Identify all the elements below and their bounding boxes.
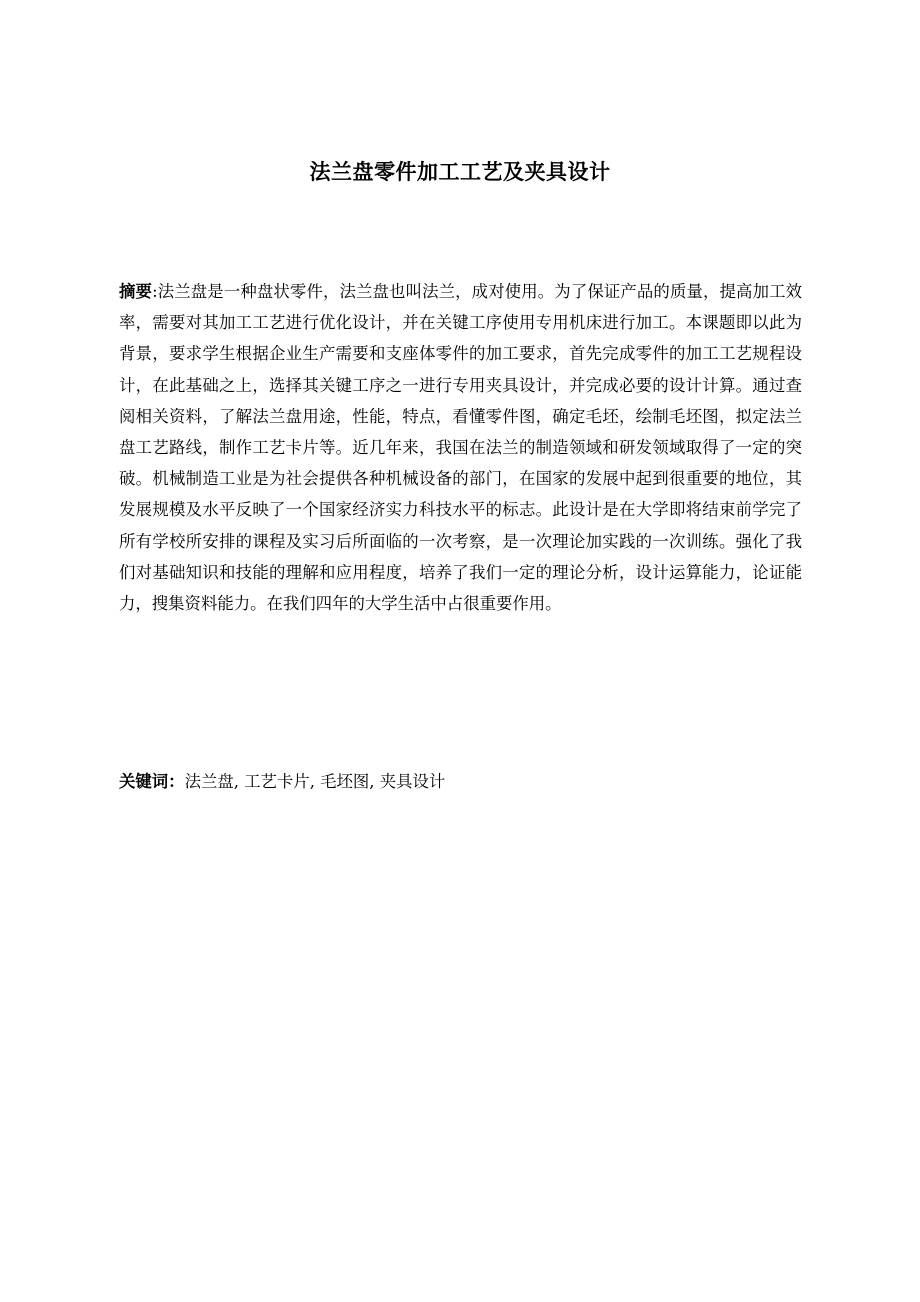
- keywords-line: [119, 766, 802, 797]
- abstract-paragraph: [119, 276, 802, 619]
- abstract-label: 摘要: [119, 282, 153, 301]
- abstract-separator: :: [152, 282, 158, 301]
- document-title: 法兰盘零件加工工艺及夹具设计: [309, 160, 611, 184]
- keywords-label: 关键词：: [119, 772, 185, 791]
- keywords-text: 法兰盘, 工艺卡片, 毛坯图, 夹具设计: [184, 772, 446, 791]
- abstract-text: 法兰盘是一种盘状零件，法兰盘也叫法兰，成对使用。为了保证产品的质量，提高加工效率，需要对其加工工艺进行优化设计，并在关键工序使用专用机床进行加工。本课题即以此为背景，要求学生根据企业生产需要和支座体零件的加工要求，首先完成零件的加工工艺规程设计，在此基础之上，选择其关键工序之一进行专用夹具设计，并完成必要的设计计算。通过查阅相关资料，了解法兰盘用途，性能，特点，看懂零件图，确定毛坯，绘制毛坯图，拟定法兰盘工艺路线，制作工艺卡片等。近几年来，我国在法兰的制造领域和研发领域取得了一定的突破。机械制造工业是为社会提供各种机械设备的部门，在国家的发展中起到很重要的地位，其发展规模及水平反映了一个国家经济实力科技水平的标志。此设计是在大学即将结束前学完了所有学校所安排的课程及实习后所面临的一次考察，是一次理论加实践的一次训练。强化了我们对基础知识和技能的理解和应用程度，培养了我们一定的理论分析，设计运算能力，论证能力，搜集资料能力。在我们四年的大学生活中占很重要作用。: [119, 282, 803, 614]
